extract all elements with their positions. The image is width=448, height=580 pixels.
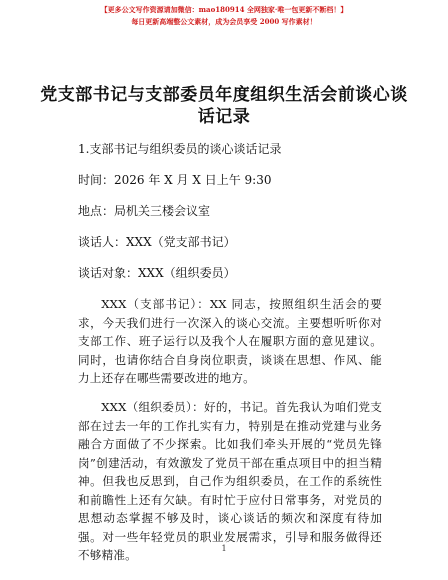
talker: 谈话人：XXX（党支部书记） (78, 235, 236, 249)
talk-target: 谈话对象：XXX（组织委员） (78, 266, 236, 280)
section-heading: 1.支部书记与组织委员的谈心谈话记录 (78, 142, 282, 156)
meeting-place: 地点：局机关三楼会议室 (78, 204, 211, 218)
meeting-time: 时间：2026 年 X 月 X 日上午 9:30 (78, 173, 272, 187)
document-title: 党支部书记与支部委员年度组织生活会前谈心谈话记录 (40, 85, 408, 127)
page-number: 1 (221, 544, 227, 553)
promo-banner (0, 5, 448, 27)
promo-banner-line-2: 每日更新高端整公文素材，成为会员享受 2000 写作素材！ (131, 17, 317, 26)
dialogue-paragraph-member: XXX（组织委员）：好的，书记。首先我认为咱们党支部在过去一年的工作扎实有力，特别是在推动党建与业务融合方面做了不少探索。比如我们牵头开展的“党员先锋岗”创建活动，有效激发了党员干部在重点项目中的担当精神。但我也反思到，自己作为组织委员，在工作的系统性和前瞻性上还有欠缺。有时忙于应付日常事务，对党员的思想动态掌握不够及时，谈心谈话的频次和深度有待加强。对一些年轻党员的职业发展需求，引导和服务做得还不够精准。 (78, 400, 382, 562)
promo-banner-line-1: 【更多公文写作资源请加微信：mao180914 全网独家·唯一包更新不断档！】 (100, 5, 348, 14)
dialogue-paragraph-secretary: XXX（支部书记）：XX 同志，按照组织生活会的要求，今天我们进行一次深入的谈心交流。主要想听听你对支部工作、班子运行以及我个人在履职方面的意见建议。同时，也请你结合自身岗位职责，谈谈在思想、作风、能力上还存在哪些需要改进的地方。 (78, 297, 382, 385)
